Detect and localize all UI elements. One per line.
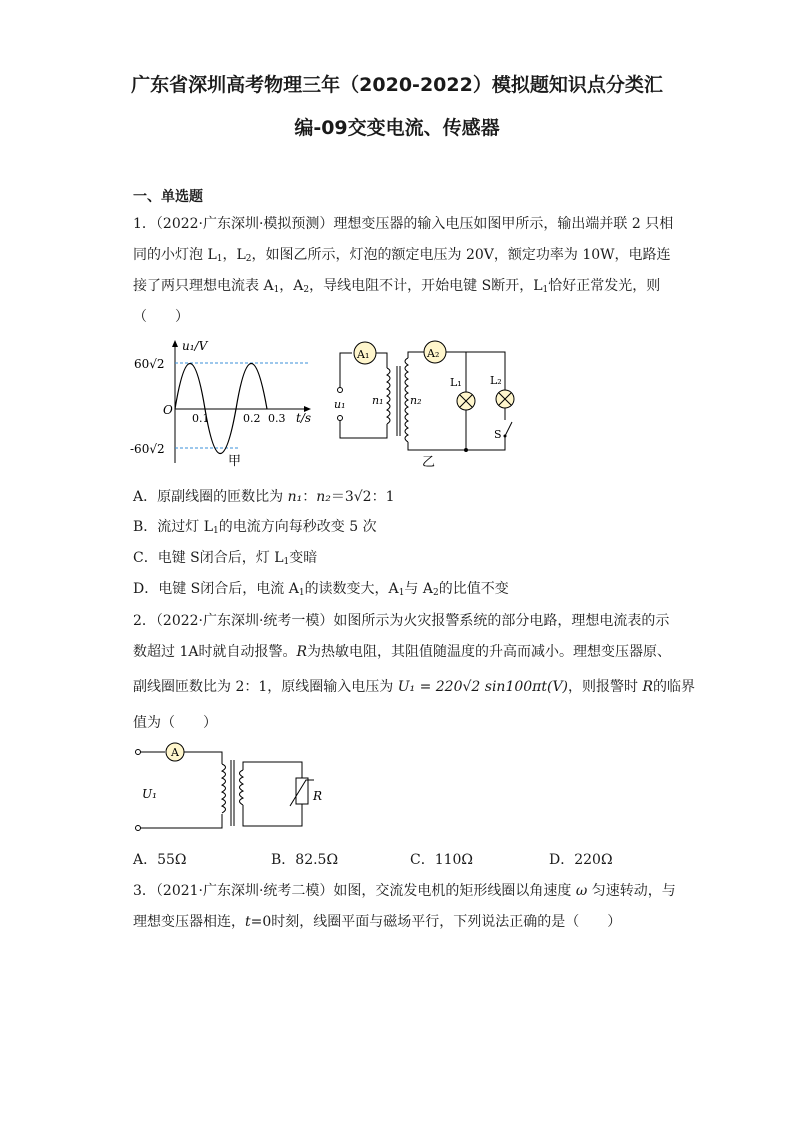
u1-label: u₁ <box>334 398 346 411</box>
q1-text: ，如图乙所示，灯泡的额定电压为 20V，额定功率为 10W，电路连 <box>251 247 671 263</box>
wire <box>340 420 387 438</box>
secondary-coil-icon <box>240 770 244 805</box>
q2-text: 的临界 <box>653 679 696 695</box>
wire <box>340 353 352 388</box>
sub-index: 1 <box>542 285 549 295</box>
q1-text: ，L <box>222 247 246 263</box>
sub-index: 2 <box>245 254 252 264</box>
q1-line3 <box>133 275 660 295</box>
q3-text: 理想变压器相连， <box>133 914 245 930</box>
q2-line2 <box>133 641 671 661</box>
opt-text: n₁ <box>287 489 303 505</box>
terminal-top <box>136 750 141 755</box>
switch-label: S <box>494 428 502 441</box>
secondary-coil-icon <box>405 358 408 442</box>
q3-text: 匀速转动，与 <box>587 883 676 899</box>
q2-text: R <box>296 644 308 660</box>
sub-index: 1 <box>213 526 219 536</box>
y-axis-label: u₁/V <box>182 339 208 353</box>
opt-text: 与 A <box>404 581 433 597</box>
primary-coil-icon <box>387 368 390 424</box>
q2-option-a: A．55Ω <box>133 852 187 868</box>
q1-line1: 1．（2022·广东深圳·模拟预测）理想变压器的输入电压如图甲所示，输出端并联 2 只相 <box>133 216 674 232</box>
opt-text: n₂ <box>316 489 331 505</box>
opt-text: A．原副线圈的匝数比为 <box>133 489 288 505</box>
wire <box>140 814 222 828</box>
opt-text: ＝3√2：1 <box>330 489 395 505</box>
primary-coil-icon <box>222 764 226 813</box>
opt-text: 的读数变大，A <box>304 581 399 597</box>
lamp-l1-label: L₁ <box>450 376 462 389</box>
sub-index: 1 <box>283 557 290 567</box>
wire <box>243 762 302 778</box>
q2-text: 副线圈匝数比为 2：1，原线圈输入电压为 <box>133 679 398 695</box>
ammeter-label: A <box>171 746 179 759</box>
figure-caption: 甲 <box>228 454 242 469</box>
q1-text: 接了两只理想电流表 A <box>133 278 274 294</box>
x-axis-label: t/s <box>296 411 312 425</box>
n2-label: n₂ <box>410 394 422 407</box>
origin-label: O <box>163 403 173 417</box>
y-min-label: -60√2 <box>130 442 165 456</box>
q2-formula: U₁ = 220√2 sin100πt(V) <box>397 679 569 695</box>
q3-line1 <box>133 880 676 900</box>
q2-line3 <box>133 676 695 696</box>
wire <box>376 353 387 368</box>
q1-line2 <box>133 244 671 264</box>
sub-index: 2 <box>303 285 310 295</box>
n1-label: n₁ <box>372 394 384 407</box>
opt-text: 的电流方向每秒改变 5 次 <box>218 519 377 535</box>
q2-line4: 值为（ ） <box>133 715 217 731</box>
q1-option-a <box>133 486 395 506</box>
x-tick-label: 0.1 <box>192 412 210 425</box>
figure-transformer-circuit <box>330 340 520 470</box>
q1-text: 恰好正常发光，则 <box>548 278 661 294</box>
opt-text: 的比值不变 <box>438 581 509 597</box>
u1-label: U₁ <box>142 787 157 801</box>
sub-index: 2 <box>432 588 439 598</box>
lamp-l2-label: L₂ <box>490 374 502 387</box>
switch-s-icon <box>505 422 512 436</box>
q1-answer-paren: （ ） <box>133 309 189 325</box>
q1-text: ，导线电阻不计，开始电键 S断开，L <box>309 278 543 294</box>
doc-title-line2: 编-09交变电流、传感器 <box>294 117 500 139</box>
q2-option-c: C．110Ω <box>410 852 474 868</box>
q2-text: 为热敏电阻，其阻值随温度的升高而减小。理想变压器原、 <box>307 644 672 660</box>
y-max-label: 60√2 <box>134 357 165 371</box>
q2-line1: 2．（2022·广东深圳·统考一模）如图所示为火灾报警系统的部分电路，理想电流表的示 <box>133 613 670 629</box>
wire <box>243 804 302 826</box>
wire <box>408 352 424 358</box>
opt-text: D．电键 S闭合后，电流 A <box>133 581 299 597</box>
q2-text: R <box>642 679 654 695</box>
sub-index: 1 <box>273 285 280 295</box>
y-arrow <box>172 340 178 347</box>
doc-title-line1: 广东省深圳高考物理三年（2020-2022）模拟题知识点分类汇 <box>131 74 663 96</box>
wire <box>184 752 222 764</box>
sine-curve <box>175 363 244 448</box>
q1-option-c <box>133 547 317 567</box>
wire <box>408 436 505 450</box>
sub-index: 1 <box>298 588 305 598</box>
figure-voltage-graph <box>130 338 330 470</box>
q2-text: ，则报警时 <box>568 679 643 695</box>
opt-text: C．电键 S闭合后，灯 L <box>133 550 284 566</box>
x-tick-label: 0.2 <box>243 412 261 425</box>
terminal-bottom <box>136 826 141 831</box>
sub-index: 1 <box>398 588 405 598</box>
q1-text: 同的小灯泡 L <box>133 247 217 263</box>
q2-option-d: D．220Ω <box>549 852 613 868</box>
q3-text: =0时刻，线圈平面与磁场平行，下列说法正确的是（ ） <box>250 914 622 930</box>
q1-option-b <box>133 516 377 536</box>
q3-line2 <box>133 911 621 931</box>
switch-contact <box>504 435 507 438</box>
figure-caption: 乙 <box>422 455 436 470</box>
terminal-bottom <box>338 416 343 421</box>
q3-text: ω <box>575 883 588 899</box>
section-heading: 一、单选题 <box>133 189 203 205</box>
ammeter-a1-label: A₁ <box>357 348 370 361</box>
ammeter-a2-label: A₂ <box>427 347 440 360</box>
figure-fire-alarm-circuit <box>130 742 330 832</box>
opt-text: ： <box>302 489 317 505</box>
opt-text: B．流过灯 L <box>133 519 214 535</box>
terminal-top <box>338 388 343 393</box>
thermistor-r-icon <box>296 778 308 804</box>
q2-text: 数超过 1A时就自动报警。 <box>133 644 297 660</box>
r-label: R <box>313 789 323 803</box>
opt-text: 变暗 <box>289 550 318 566</box>
sub-index: 1 <box>216 254 223 264</box>
q1-option-d <box>133 578 509 598</box>
q1-text: ，A <box>279 278 304 294</box>
x-tick-label: 0.3 <box>268 412 286 425</box>
q2-option-b: B．82.5Ω <box>271 852 339 868</box>
junction-dot <box>464 448 468 452</box>
q3-text: 3．（2021·广东深圳·统考二模）如图，交流发电机的矩形线圈以角速度 <box>133 883 576 899</box>
q3-text: t <box>245 914 251 930</box>
